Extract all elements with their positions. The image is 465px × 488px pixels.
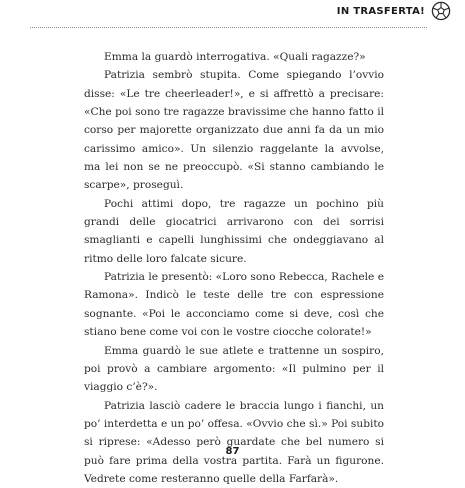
paragraph: Patrizia le presentò: «Loro sono Rebecca, Rachele e Ramona». Indicò le teste delle tre con espressione sognante. «Poi le acconciamo come si deve, così che stiano bene come voi con le vostre ciocche colorate!» [84,271,384,339]
body-text [84,48,384,488]
chapter-title: IN TRASFERTA! [336,6,425,17]
paragraph: Patrizia lasciò cadere le braccia lungo i fianchi, un po’ interdetta e un po’ offesa. «Ovvio che sì.» Poi subito si riprese: «Adesso però guardate che bel numero si può fare prima della vostra partita. Farà un figurone. Vedrete come resteranno quelle della Farfarà». [84,399,384,485]
paragraph: Emma guardò le sue atlete e trattenne un sospiro, poi provò a cambiare argomento: «Il pulmino per il viaggio c’è?». [84,344,384,394]
paragraph: Emma la guardò interrogativa. «Quali ragazze?» [104,51,366,63]
soccer-ball-icon [431,1,451,21]
paragraph: Pochi attimi dopo, tre ragazze un pochino più grandi delle giocatrici arrivarono con dei sorrisi smaglianti e capelli lunghissimi che ondeggiavano al ritmo delle loro falcate sicure. [84,197,384,265]
running-header [0,0,465,34]
header-dotted-rule [30,27,427,28]
paragraph: Patrizia sembrò stupita. Come spiegando l’ovvio disse: «Le tre cheerleader!», e si affrettò a precisare: «Che poi sono tre ragazze bravissime che hanno fatto il corso per majorette organizzato due anni fa da un mio carissimo amico». Un silenzio raggelante la avvolse, ma lei non se ne preoccupò. «Si stanno cambiando le scarpe», proseguì. [84,69,384,192]
page-number: 87 [225,446,240,457]
